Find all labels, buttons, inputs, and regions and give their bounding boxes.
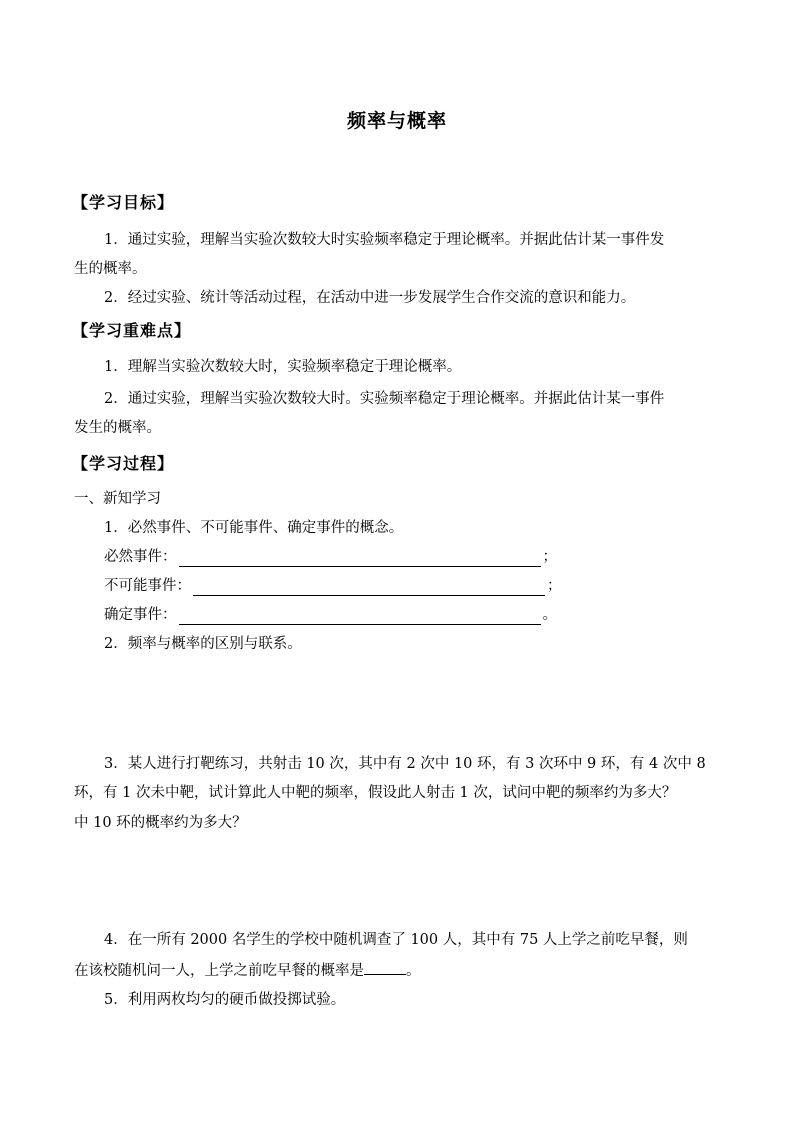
blank-label-impossible-event: 不可能事件：: [104, 578, 191, 594]
fill-blank-certain-event: [104, 547, 557, 567]
answer-line-determined-event[interactable]: [179, 608, 541, 625]
blank-label-determined-event: 确定事件：: [104, 607, 177, 623]
part-title-new-knowledge: 一、新知学习: [74, 491, 161, 507]
question-4-end-punct: 。: [406, 963, 421, 979]
question-1: 1．必然事件、不可能事件、确定事件的概念。: [104, 520, 404, 536]
section-heading-key-points: 【学习重难点】: [72, 321, 192, 340]
question-3-line-3: 中 10 环的概率约为多大？: [74, 815, 247, 831]
objective-item-2: 2．经过实验、统计等活动过程，在活动中进一步发展学生合作交流的意识和能力。: [104, 290, 636, 306]
answer-blank-breakfast-probability[interactable]: [364, 960, 406, 975]
question-4-text: 在该校随机问一人，上学之前吃早餐的概率是: [74, 963, 364, 979]
fill-blank-determined-event: [104, 605, 557, 625]
question-4-line-2: [74, 960, 421, 981]
question-3-line-2: 环，有 1 次未中靶，试计算此人中靶的频率，假设此人射击 1 次，试问中靶的频率约为多大？: [74, 785, 677, 801]
fill-blank-impossible-event: [104, 576, 562, 596]
blank-end-punct-2: ；: [547, 578, 562, 594]
section-heading-process: 【学习过程】: [72, 454, 175, 473]
document-title: 频率与概率: [346, 110, 447, 132]
question-5: 5．利用两枚均匀的硬币做投掷试验。: [104, 992, 346, 1008]
key-point-item-2-line-1: 2．通过实验，理解当实验次数较大时。实验频率稳定于理论概率。并据此估计某一事件: [104, 391, 665, 407]
blank-end-punct-3: 。: [542, 607, 557, 623]
section-heading-objectives: 【学习目标】: [72, 193, 175, 212]
key-point-item-2-line-2: 发生的概率。: [74, 420, 161, 436]
blank-end-punct-1: ；: [542, 549, 557, 565]
key-point-item-1: 1．理解当实验次数较大时，实验频率稳定于理论概率。: [104, 359, 462, 375]
answer-line-certain-event[interactable]: [179, 550, 541, 567]
blank-label-certain-event: 必然事件：: [104, 549, 177, 565]
answer-line-impossible-event[interactable]: [193, 579, 545, 596]
objective-item-1-line-2: 生的概率。: [74, 261, 147, 277]
question-4-line-1: 4．在一所有 2000 名学生的学校中随机调查了 100 人，其中有 75 人上学之前吃早餐，则: [104, 932, 688, 948]
question-2: 2．频率与概率的区别与联系。: [104, 636, 302, 652]
question-3-line-1: 3．某人进行打靶练习，共射击 10 次，其中有 2 次中 10 环，有 3 次环中 9 环，有 4 次中 8: [104, 756, 706, 772]
objective-item-1-line-1: 1．通过实验，理解当实验次数较大时实验频率稳定于理论概率。并据此估计某一事件发: [104, 232, 665, 248]
